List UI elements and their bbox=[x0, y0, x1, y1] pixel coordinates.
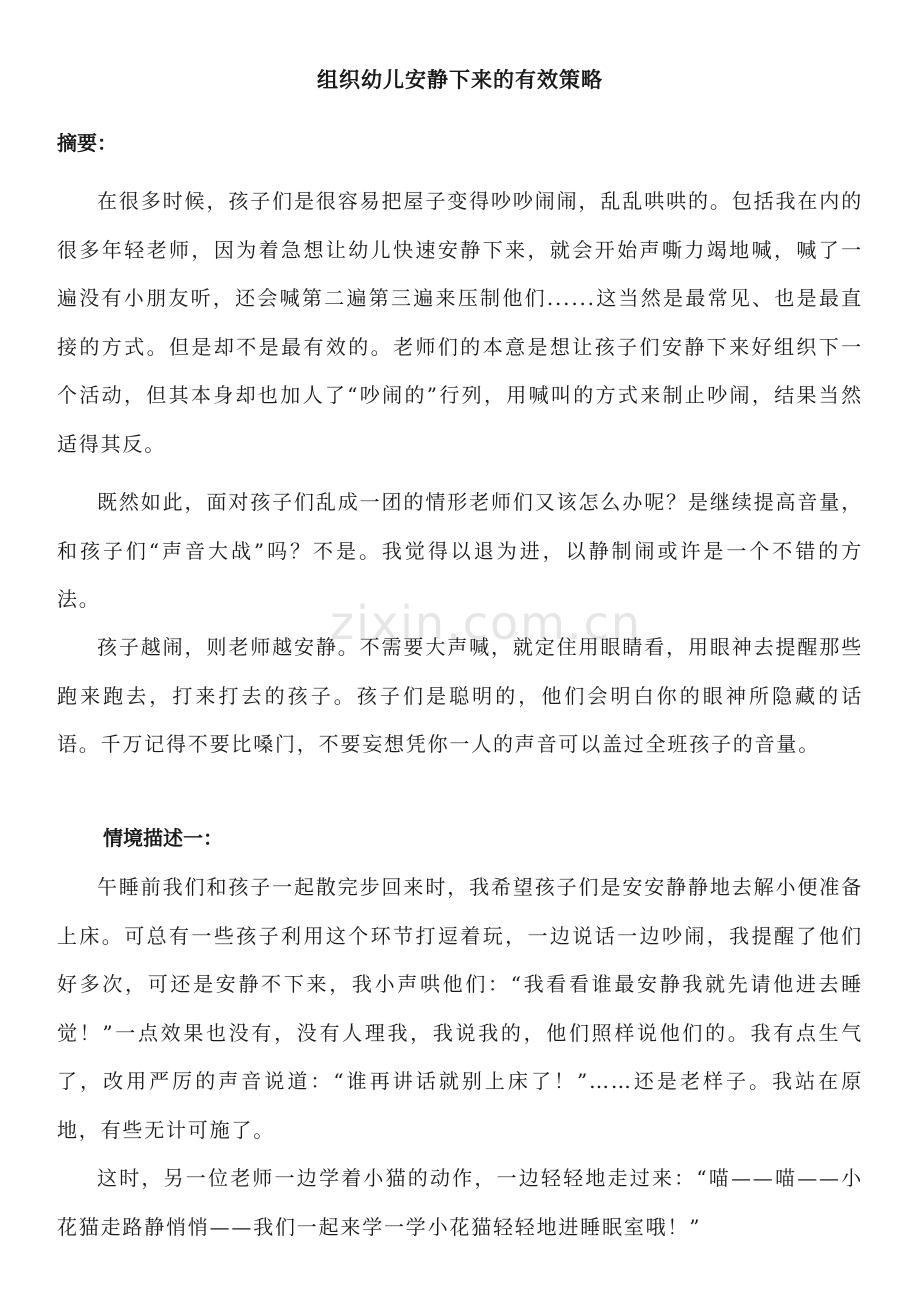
paragraph-1: 在很多时候，孩子们是很容易把屋子变得吵吵闹闹，乱乱哄哄的。包括我在内的很多年轻老师，因为着急想让幼儿快速安静下来，就会开始声嘶力竭地喊，喊了一遍没有小朋友听，还会喊第二遍第三遍来压制他们......这当然是最常见、也是最直接的方式。但是却不是最有效的。老师们的本意是想让孩子们安静下来好组织下一个活动，但其本身却也加人了“吵闹的”行列，用喊叫的方式来制止吵闹，结果当然适得其反。 bbox=[57, 189, 863, 456]
document-title: 组织幼儿安静下来的有效策略 bbox=[317, 68, 603, 92]
section-paragraph-2: 这时，另一位老师一边学着小猫的动作，一边轻轻地走过来：“喵——喵——小花猫走路静悄悄——我们一起来学一学小花猫轻轻地进睡眠室哦！” bbox=[57, 1166, 863, 1239]
section-paragraph-1: 午睡前我们和孩子一起散完步回来时，我希望孩子们是安安静静地去解小便准备上床。可总有一些孩子利用这个环节打逗着玩，一边说话一边吵闹，我提醒了他们好多次，可还是安静不下来，我小声哄他们：“我看看谁最安静我就先请他进去睡觉！”一点效果也没有，没有人理我，我说我的，他们照样说他们的。我有点生气了，改用严厉的声音说道：“谁再讲话就别上床了！”……还是老样子。我站在原地，有些无计可施了。 bbox=[57, 875, 863, 1142]
abstract-label: 摘要： bbox=[57, 131, 117, 155]
watermark: zixin.com.cn bbox=[330, 596, 643, 650]
paragraph-3: 孩子越闹，则老师越安静。不需要大声喊，就定住用眼睛看，用眼神去提醒那些跑来跑去，打来打去的孩子。孩子们是聪明的，他们会明白你的眼神所隐藏的话语。千万记得不要比嗓门，不要妄想凭你一人的声音可以盖过全班孩子的音量。 bbox=[57, 635, 863, 756]
paragraph-2: 既然如此，面对孩子们乱成一团的情形老师们又该怎么办呢？是继续提高音量，和孩子们“声音大战”吗？不是。我觉得以退为进，以静制闹或许是一个不错的方法。 bbox=[57, 490, 863, 611]
section-heading: 情境描述一： bbox=[103, 826, 223, 850]
